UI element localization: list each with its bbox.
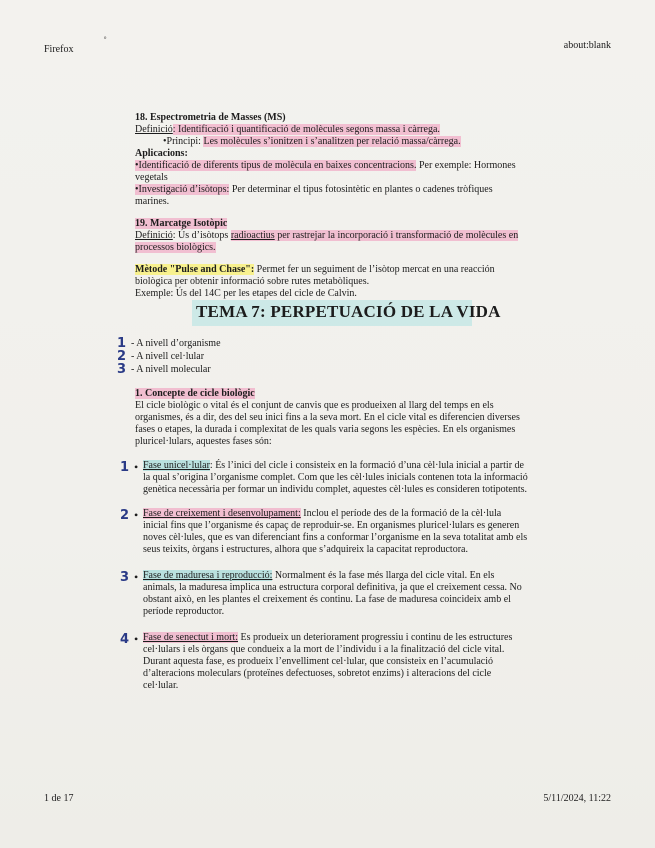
level-2-text: - A nivell cel·lular [131, 351, 205, 362]
page-indicator: 1 de 17 [44, 793, 74, 804]
page-url: about:blank [563, 40, 611, 51]
phase-1-bullet: • [134, 460, 139, 474]
level-1-text: - A nivell d’organisme [131, 338, 221, 349]
section-19-definition: Definició: Ús d’isòtops radioactius per rastrejar la incorporació i transformació de molècules en processos biològics. [135, 230, 519, 253]
phase-2-bullet: • [134, 508, 139, 522]
section-18-heading: 18. Espectrometria de Masses (MS) [135, 112, 286, 123]
phase-3-number: 3 [120, 570, 130, 585]
level-2-number: 2 [117, 349, 127, 364]
section-18 [135, 112, 525, 300]
phase-4-number: 4 [120, 632, 130, 647]
phase-3-bullet: • [134, 570, 139, 584]
pulse-chase-method: Mètode "Pulse and Chase": Permet fer un seguiment de l’isòtop mercat en una reacción biològica per obtenir informació sobre rutes metabòliques. [135, 264, 495, 287]
applications-heading: Aplicacions: [135, 148, 188, 159]
page-mark-dot-icon: ᵒ [104, 34, 107, 43]
concept-heading: 1. Concepte de cicle biològic [135, 388, 255, 399]
phase-2-number: 2 [120, 508, 130, 523]
level-3-text: - A nivell molecular [131, 364, 211, 375]
pulse-chase-example: Exemple: Ús del 14C per les etapes del cicle de Calvin. [135, 288, 357, 299]
phase-3: Fase de maduresa i reproducció: Normalment és la fase més llarga del cicle vital. En els animals, la maduresa implica una estructura corporal definitiva, ja que el creixement cessa. No obstant això, en les plantes el creixement és continu. La fase de maduresa coincideix amb el període reproductor. [143, 570, 522, 617]
application-2: •Investigació d’isòtops: Per determinar el tipus fotosintètic en plantes o cadenes tròfiques marines. [135, 184, 493, 207]
print-timestamp: 5/11/2024, 11:22 [543, 793, 611, 804]
section-18-principle: •Principi: Les molècules s’ionitzen i s’analitzen per relació massa/càrrega. [163, 136, 461, 147]
phase-4-bullet: • [134, 632, 139, 646]
phase-1: Fase unicel·lular: És l’inici del cicle i consisteix en la formació d’una cèl·lula inicial a partir de la qual s’origina l’organisme complet. Com que les cèl·lules inicials contenen tota la informació genètica necessària per formar un individu complet, aquestes cèl·lules es consideren totipotents. [143, 460, 528, 495]
level-1-number: 1 [117, 336, 127, 351]
phase-1-number: 1 [120, 460, 130, 475]
level-3-number: 3 [117, 362, 127, 377]
concept-section [135, 388, 527, 448]
browser-name: Firefox [44, 44, 74, 55]
concept-body: El cicle biològic o vital és el conjunt de canvis que es produeixen al llarg del temps en els organismes, és a dir, des del seu inici fins a la seva mort. En el cicle vital es diferencien diverses fases o etapes, la durada i complexitat de les quals varia segons les espècies. En els organismes pluricel·lulars, aquestes fases són: [135, 400, 520, 447]
application-1: •Identificació de diferents tipus de molècula en baixes concentracions. Per exemple: Hormones vegetals [135, 160, 516, 183]
tema-title: TEMA 7: PERPETUACIÓ DE LA VIDA [196, 302, 501, 321]
phase-4: Fase de senectut i mort: Es produeix un deteriorament progressiu i continu de les estructures cel·lulars i els òrgans que condueix a la mort de l’individu i a la finalització del cicle vital. Durant aquesta fase, es produeix l’envelliment cel·lular, que consisteix en l’acumulació d’alteracions moleculars (proteïnes defectuoses, sobretot enzims) i alteracions del cicle cel·lular. [143, 632, 513, 691]
phase-2: Fase de creixement i desenvolupament: Inclou el període des de la formació de la cèl·lula inicial fins que l’organisme és capaç de reproduir-se. En organismes pluricel·lulars es generen noves cèl·lules, que es van diferenciant fins a conformar l’organisme en la seva totalitat amb els seus teixits, òrgans i estructures, alhora que s’adquireix la capacitat reproductora. [143, 508, 528, 555]
section-19-heading: 19. Marcatge Isotòpic [135, 218, 228, 229]
section-18-definition: Definició: Identificació i quantificació de molècules segons massa i càrrega. [135, 124, 440, 135]
